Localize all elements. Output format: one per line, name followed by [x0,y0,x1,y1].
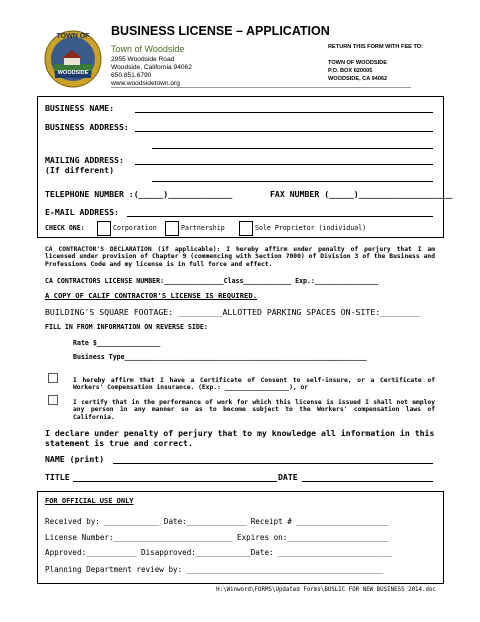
name-print-label: NAME (print) [45,454,105,464]
email-label: E-MAIL ADDRESS: [45,207,119,217]
fill-in-label: FILL IN FROM INFORMATION ON REVERSE SIDE: [45,323,208,331]
business-address-field[interactable] [135,131,433,132]
license-copy-notice: A COPY OF CALIF CONTRACTOR'S LICENSE IS REQUIRED. [45,291,258,300]
perjury-declaration: I declare under penalty of perjury that to my knowledge all information in this statement is true and correct. [45,428,435,448]
corporation-checkbox[interactable] [97,221,111,236]
town-seal-logo [44,30,102,88]
return-label: RETURN THIS FORM WITH FEE TO: [328,44,423,50]
self-insure-checkbox[interactable] [48,373,58,383]
square-footage-field[interactable]: BUILDING'S SQUARE FOOTAGE: _________ALLOTTED PARKING SPACES ON-SITE:________ [45,307,420,317]
self-insure-statement: I hereby affirm that I have a Certificate of Consent to self-insure, or a Certificate of Workers' Compensation insurance. (Exp.: _________________), or [73,377,435,392]
official-use-heading: FOR OFFICIAL USE ONLY [45,497,134,505]
received-by-field[interactable]: Received by: ____________ Date:_____________ Receipt # ____________________ [45,517,388,526]
business-type-field[interactable]: Business Type_____________________________________________________________ [73,353,367,361]
business-address-field-2[interactable] [152,148,433,149]
town-name: Town of Woodside [111,44,185,54]
phone-number: 650.851.6790 [111,72,152,79]
mailing-address-field[interactable] [135,164,433,165]
footer-file-path: H:\Winword\FORMS\Updated Forms\BUSLIC FOR NEW BUSINESS 2014.doc [216,587,436,593]
corporation-label: Corporation [113,224,157,232]
business-address-label: BUSINESS ADDRESS: [45,122,129,132]
sole-proprietor-label: Sole Proprietor (individual) [255,224,367,232]
title-label: TITLE [45,472,70,482]
check-one-label: CHECK ONE: [45,224,85,232]
page-title: BUSINESS LICENSE – APPLICATION [111,24,330,38]
address-line-2: Woodside, California 94062 [111,64,192,71]
contractor-license-field[interactable]: CA CONTRACTORS LICENSE NUMBER:_______________Class____________ Exp.:________________ [45,277,379,285]
no-employees-statement: I certify that in the performance of work for which this license is issued I shall not employ any person in any manner so as to become subject to the Workers' compensation laws of California. [73,399,435,421]
telephone-field[interactable]: TELEPHONE NUMBER :(_____)_____________ [45,189,233,199]
official-license-number-field[interactable]: License Number:__________________________ Expires on:______________________ [45,533,388,542]
name-print-field[interactable] [113,463,433,464]
sole-proprietor-checkbox[interactable] [239,221,253,236]
no-employees-checkbox[interactable] [48,395,58,405]
address-line-1: 2955 Woodside Road [111,56,175,63]
return-line-2: P.O. BOX 620005 [328,68,373,74]
if-different-label: (If different) [45,165,115,175]
website-link[interactable]: www.woodsidetown.org [111,80,180,87]
business-name-field[interactable] [135,112,433,113]
contractor-declaration: CA CONTRACTOR'S DECLARATION (if applicable): I hereby affirm under penalty of perjury that I am licensed under provision of Chapter 9 (commencing with Section 7000) of Division 3 of the Business and Professions Code and my license is in full force and effect. [45,246,435,268]
date-label: DATE [278,472,298,482]
return-line-3: WOODSIDE, CA 94062 [328,76,388,82]
return-line-1: TOWN OF WOODSIDE [328,60,387,66]
date-field[interactable] [302,481,433,482]
approval-field[interactable]: Approved:___________ Disapproved:____________Date: _________________________ [45,548,393,557]
partnership-label: Partnership [181,224,225,232]
email-field[interactable] [127,216,433,217]
partnership-checkbox[interactable] [165,221,179,236]
business-name-label: BUSINESS NAME: [45,103,115,113]
mailing-address-label: MAILING ADDRESS: [45,155,124,165]
fax-field[interactable]: FAX NUMBER (_____)___________________ [270,189,453,199]
logo-text-top: TOWN OF [56,33,90,40]
rate-field[interactable]: Rate $________________ [73,339,161,347]
header-rule [111,87,411,88]
title-field[interactable] [73,481,277,482]
planning-review-field[interactable]: Planning Department review by: ___________________________________________ [45,565,384,574]
logo-text-bottom: WOODSIDE [57,70,89,76]
mailing-address-field-2[interactable] [152,181,433,182]
